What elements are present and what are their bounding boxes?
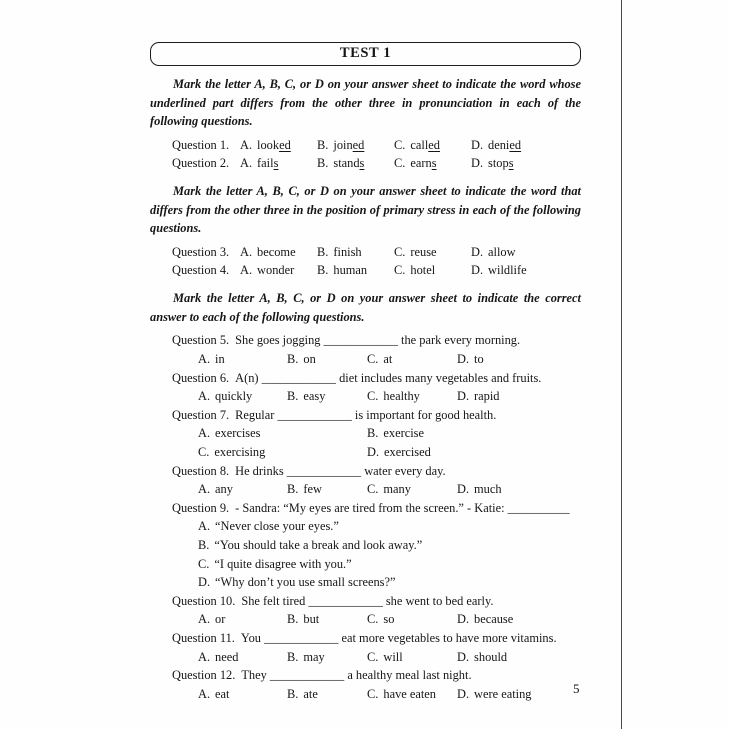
- options-row-7a: [150, 424, 581, 443]
- question-text: Regular ____________ is important for good health.: [235, 407, 497, 422]
- page-edge-line: [621, 0, 622, 729]
- options-row-8: [150, 480, 581, 499]
- option-letter: A.: [240, 263, 253, 278]
- option-word-start: fail: [257, 156, 274, 171]
- option: [317, 136, 394, 155]
- option: [198, 443, 367, 462]
- option-letter: B.: [287, 389, 299, 404]
- question-row-2: [150, 154, 581, 173]
- option: [287, 610, 367, 629]
- option: [198, 424, 367, 443]
- option-text: exercising: [214, 444, 266, 459]
- option-letter: B.: [198, 538, 210, 553]
- option: [198, 648, 287, 667]
- option-text: allow: [488, 244, 516, 259]
- question-stem-10: [150, 592, 581, 611]
- option: [471, 243, 516, 262]
- option-text: so: [383, 612, 395, 627]
- option-letter: D.: [471, 137, 484, 152]
- option-word-underlined: ed: [279, 137, 291, 152]
- option-letter: C.: [394, 263, 406, 278]
- question-row-3: [150, 243, 581, 262]
- question-label: Question 7.: [172, 407, 230, 422]
- question-label: Question 10.: [172, 593, 236, 608]
- option-letter: A.: [240, 244, 253, 259]
- question-text: A(n) ____________ diet includes many vegetables and fruits.: [235, 370, 542, 385]
- option: [198, 350, 287, 369]
- question-text: She goes jogging ____________ the park every morning.: [235, 333, 521, 348]
- option: [367, 424, 447, 443]
- option-word-start: stop: [488, 156, 509, 171]
- option-letter: A.: [198, 519, 211, 534]
- option-letter: C.: [367, 612, 379, 627]
- option: [367, 610, 457, 629]
- option-text: “Why don’t you use small screens?”: [215, 575, 396, 590]
- option-letter: A.: [240, 137, 253, 152]
- option-text: but: [303, 612, 320, 627]
- option-letter: D.: [471, 263, 484, 278]
- question-label: Question 1.: [172, 137, 230, 152]
- option: [457, 350, 484, 369]
- option-letter: A.: [198, 389, 211, 404]
- option: [394, 136, 471, 155]
- option-letter: A.: [198, 482, 211, 497]
- option: [457, 610, 513, 629]
- option-text: few: [303, 482, 322, 497]
- option-text: have eaten: [383, 686, 436, 701]
- option-text: should: [474, 649, 508, 664]
- option: [471, 154, 514, 173]
- option-letter: C.: [367, 351, 379, 366]
- question-label: Question 12.: [172, 668, 236, 683]
- option: [287, 648, 367, 667]
- option: [394, 261, 471, 280]
- question-label: Question 8.: [172, 463, 230, 478]
- option-letter: B.: [287, 686, 299, 701]
- option-word-underlined: ed: [509, 137, 522, 152]
- option-word-start: call: [410, 137, 429, 152]
- option-letter: A.: [198, 351, 211, 366]
- option-letter: A.: [198, 612, 211, 627]
- option-text: quickly: [215, 389, 253, 404]
- option-letter: B.: [287, 351, 299, 366]
- question-text: - Sandra: “My eyes are tired from the screen.” - Katie: __________: [235, 500, 570, 515]
- question-label: Question 2.: [172, 156, 230, 171]
- option-text: or: [215, 612, 226, 627]
- option-word-start: earn: [410, 156, 432, 171]
- option: [367, 443, 447, 462]
- options-row-11: [150, 648, 581, 667]
- option-letter: B.: [317, 156, 329, 171]
- option: [471, 136, 521, 155]
- option-letter: C.: [198, 444, 210, 459]
- option: [394, 243, 471, 262]
- question-stem-6: [150, 369, 581, 388]
- option-word-start: stand: [333, 156, 360, 171]
- option-letter: C.: [394, 244, 406, 259]
- option-line: [150, 536, 581, 555]
- options-row-6: [150, 387, 581, 406]
- question-stem-5: [150, 331, 581, 350]
- option-text: much: [474, 482, 502, 497]
- option: [240, 154, 317, 173]
- test-title: TEST 1: [339, 45, 392, 61]
- option-word-underlined: ed: [428, 137, 440, 152]
- option-text: need: [215, 649, 239, 664]
- option-text: may: [303, 649, 325, 664]
- option: [317, 243, 394, 262]
- option-text: “I quite disagree with you.”: [214, 556, 352, 571]
- option: [198, 685, 287, 704]
- option-text: healthy: [383, 389, 420, 404]
- option-text: will: [383, 649, 403, 664]
- option-word-underlined: s: [273, 156, 279, 171]
- option-letter: C.: [367, 686, 379, 701]
- question-row-1: [150, 136, 581, 155]
- question-label: Question 4.: [172, 263, 230, 278]
- option-text: rapid: [474, 389, 500, 404]
- question-label: Question 3.: [172, 244, 230, 259]
- option-letter: A.: [240, 156, 253, 171]
- options-row-7b: [150, 443, 581, 462]
- option-text: because: [474, 612, 514, 627]
- option-text: at: [383, 351, 393, 366]
- option-letter: D.: [457, 482, 470, 497]
- options-row-10: [150, 610, 581, 629]
- option-line: [150, 517, 581, 536]
- option-text: human: [333, 263, 368, 278]
- option-letter: D.: [457, 389, 470, 404]
- option: [394, 154, 471, 173]
- question-stem-9: [150, 499, 581, 518]
- option-letter: D.: [457, 351, 470, 366]
- option-text: in: [215, 351, 225, 366]
- option-text: exercise: [383, 426, 424, 441]
- option-word-underlined: ed: [352, 137, 365, 152]
- test-title-box: [150, 42, 581, 66]
- option: [457, 387, 500, 406]
- option-line: [150, 573, 581, 592]
- option: [198, 610, 287, 629]
- option-letter: C.: [367, 482, 379, 497]
- option-letter: D.: [457, 686, 470, 701]
- options-row-12: [150, 685, 581, 704]
- instruction-pronunciation: Mark the letter A, B, C, or D on your answer sheet to indicate the word whose underlined part differs from the other three in pronunciation in each of the following questions.: [150, 77, 581, 129]
- option-letter: D.: [198, 575, 211, 590]
- option: [367, 480, 457, 499]
- option: [367, 648, 457, 667]
- instruction-correct-answer: Mark the letter A, B, C, or D on your answer sheet to indicate the correct answer to each of the following questions.: [150, 291, 581, 324]
- option-letter: C.: [367, 649, 379, 664]
- option-letter: C.: [367, 389, 379, 404]
- option-letter: D.: [471, 244, 484, 259]
- option: [287, 685, 367, 704]
- option-text: “Never close your eyes.”: [215, 519, 339, 534]
- option-letter: B.: [287, 482, 299, 497]
- option: [287, 350, 367, 369]
- question-row-4: [150, 261, 581, 280]
- option-text: exercised: [384, 444, 431, 459]
- option: [367, 685, 457, 704]
- option-text: reuse: [410, 244, 437, 259]
- option-text: “You should take a break and look away.”: [214, 538, 423, 553]
- option-letter: B.: [317, 244, 329, 259]
- option-text: many: [383, 482, 411, 497]
- option-word-start: look: [257, 137, 280, 152]
- option: [317, 261, 394, 280]
- option-text: wildlife: [488, 263, 527, 278]
- option: [198, 480, 287, 499]
- option-text: any: [215, 482, 233, 497]
- question-stem-11: [150, 629, 581, 648]
- instruction-stress: Mark the letter A, B, C, or D on your answer sheet to indicate the word that differs from the other three in the position of primary stress in each of the following questions.: [150, 184, 581, 236]
- option: [471, 261, 527, 280]
- option: [457, 480, 502, 499]
- option-letter: B.: [367, 426, 379, 441]
- option-text: eat: [215, 686, 230, 701]
- question-text: They ____________ a healthy meal last night.: [241, 668, 472, 683]
- question-text: You ____________ eat more vegetables to have more vitamins.: [240, 631, 557, 646]
- option: [240, 261, 317, 280]
- question-stem-12: [150, 666, 581, 685]
- question-text: She felt tired ____________ she went to bed early.: [241, 593, 494, 608]
- option-letter: A.: [198, 686, 211, 701]
- option: [457, 685, 532, 704]
- option-letter: B.: [287, 612, 299, 627]
- option-letter: C.: [394, 156, 406, 171]
- option-text: on: [303, 351, 316, 366]
- option-letter: A.: [198, 649, 211, 664]
- option: [367, 350, 457, 369]
- question-label: Question 5.: [172, 333, 230, 348]
- question-label: Question 9.: [172, 500, 230, 515]
- option: [198, 387, 287, 406]
- option-letter: A.: [198, 426, 211, 441]
- option-word-underlined: s: [431, 156, 437, 171]
- option-text: finish: [333, 244, 362, 259]
- question-text: He drinks ____________ water every day.: [235, 463, 446, 478]
- option: [240, 136, 317, 155]
- option-line: [150, 555, 581, 574]
- option-text: become: [257, 244, 296, 259]
- option-word-start: deni: [488, 137, 510, 152]
- options-row-5: [150, 350, 581, 369]
- option-text: easy: [303, 389, 326, 404]
- option-word-underlined: s: [359, 156, 365, 171]
- option-letter: B.: [317, 263, 329, 278]
- question-label: Question 6.: [172, 370, 230, 385]
- option-letter: D.: [367, 444, 380, 459]
- option: [287, 480, 367, 499]
- option: [287, 387, 367, 406]
- page-content: [150, 42, 581, 704]
- option-word-underlined: s: [508, 156, 514, 171]
- option: [317, 154, 394, 173]
- option: [457, 648, 507, 667]
- option-text: wonder: [257, 263, 295, 278]
- option-letter: D.: [471, 156, 484, 171]
- question-stem-7: [150, 406, 581, 425]
- option-text: to: [474, 351, 484, 366]
- option-text: ate: [303, 686, 318, 701]
- question-stem-8: [150, 462, 581, 481]
- option-letter: C.: [394, 137, 406, 152]
- option-letter: B.: [287, 649, 299, 664]
- question-label: Question 11.: [172, 631, 235, 646]
- option-text: exercises: [215, 426, 261, 441]
- option: [367, 387, 457, 406]
- option-letter: B.: [317, 137, 329, 152]
- option-text: hotel: [410, 263, 436, 278]
- page-number: 5: [573, 681, 580, 696]
- option-letter: D.: [457, 612, 470, 627]
- option-text: were eating: [474, 686, 532, 701]
- option-letter: C.: [198, 556, 210, 571]
- option-word-start: join: [333, 137, 353, 152]
- option-letter: D.: [457, 649, 470, 664]
- option: [240, 243, 317, 262]
